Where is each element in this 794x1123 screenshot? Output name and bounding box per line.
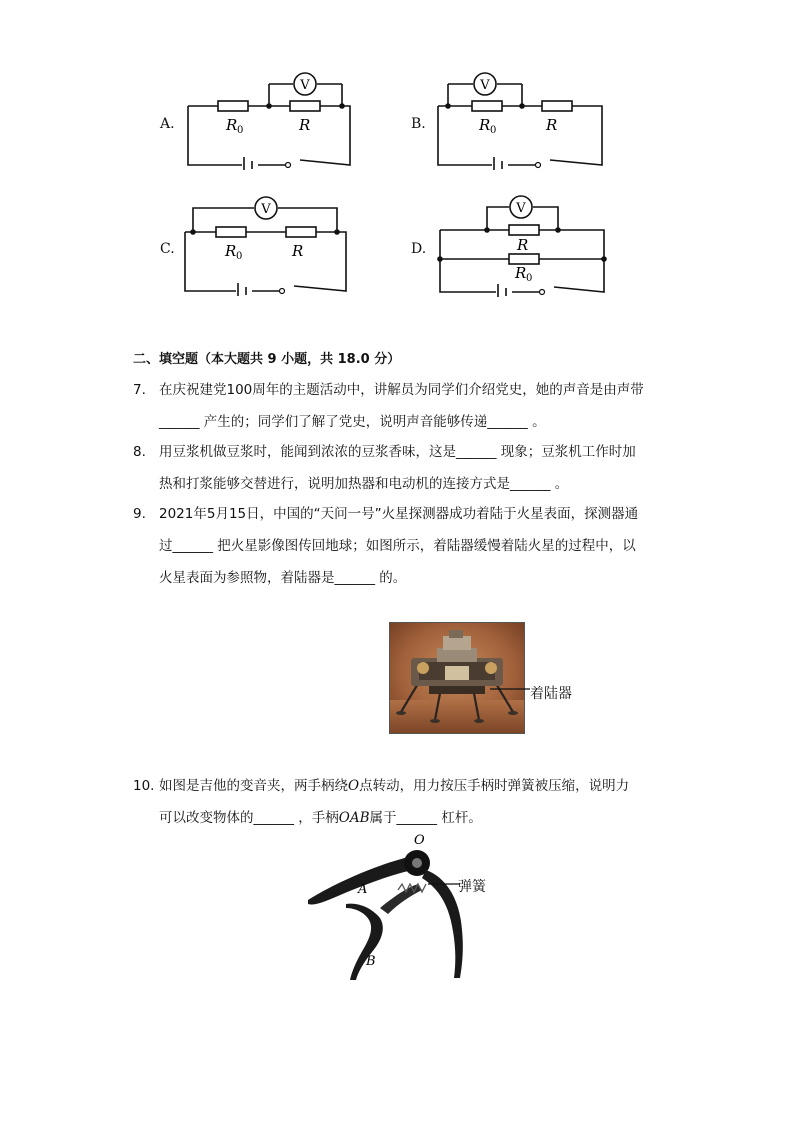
question-text-segment: 可以改变物体的______ ，手柄 <box>159 810 339 826</box>
svg-text:R: R <box>299 116 311 134</box>
svg-text:V: V <box>516 201 526 216</box>
svg-text:R: R <box>292 242 304 260</box>
lever-oab-symbol: OAB <box>338 810 370 826</box>
svg-text:R: R <box>546 116 558 134</box>
point-o-symbol: O <box>348 778 360 794</box>
svg-text:R: R <box>515 264 527 282</box>
svg-text:0: 0 <box>237 125 244 136</box>
svg-text:V: V <box>300 78 310 93</box>
option-b-label: B. <box>411 116 426 132</box>
question-text-line: 在庆祝建党100周年的主题活动中，讲解员为同学们介绍党史，她的声音是由声带 <box>159 382 644 398</box>
svg-text:V: V <box>480 78 490 93</box>
mars-lander-photo <box>389 622 525 734</box>
spring-label: 弹簧 <box>458 879 486 895</box>
svg-text:R: R <box>225 242 237 260</box>
option-a-label: A. <box>160 116 175 132</box>
svg-text:A: A <box>358 882 368 897</box>
question-text-line: 2021年5月15日，中国的“天问一号”火星探测器成功着陆于火星表面，探测器通 <box>159 506 639 522</box>
circuit-b-diagram <box>430 68 610 170</box>
svg-text:0: 0 <box>490 125 497 136</box>
svg-text:R: R <box>517 236 529 254</box>
svg-text:0: 0 <box>526 273 533 284</box>
question-text-line: ______ 产生的；同学们了解了党史，说明声音能够传递______ 。 <box>159 414 546 430</box>
section-title: 二、填空题（本大题共 9 小题，共 18.0 分） <box>133 352 401 367</box>
option-c-label: C. <box>160 241 175 257</box>
circuit-a-diagram <box>180 68 360 170</box>
option-d-label: D. <box>411 241 427 257</box>
question-10 <box>133 770 629 834</box>
question-9 <box>133 498 638 594</box>
question-7 <box>133 374 644 438</box>
question-number: 10. <box>133 778 155 794</box>
svg-text:O: O <box>414 833 425 848</box>
circuit-d-diagram <box>432 193 612 297</box>
svg-text:0: 0 <box>236 251 243 262</box>
question-number: 8. <box>133 444 146 460</box>
question-text-segment: 点转动，用力按压手柄时弹簧被压缩，说明力 <box>359 778 630 794</box>
lander-label: 着陆器 <box>530 686 572 702</box>
svg-text:R: R <box>479 116 491 134</box>
question-text-line: 过______ 把火星影像图传回地球；如图所示，着陆器缓慢着陆火星的过程中，以 <box>159 538 636 554</box>
svg-text:V: V <box>261 202 271 217</box>
svg-text:B: B <box>366 954 376 969</box>
question-text-segment: 如图是吉他的变音夹，两手柄绕 <box>159 778 348 794</box>
question-8 <box>133 436 636 500</box>
question-number: 9. <box>133 506 146 522</box>
question-text-line: 用豆浆机做豆浆时，能闻到浓浓的豆浆香味，这是______ 现象；豆浆机工作时加 <box>159 444 636 460</box>
question-text-line: 火星表面为参照物，着陆器是______ 的。 <box>159 570 407 586</box>
lander-pointer-line <box>490 686 530 692</box>
question-number: 7. <box>133 382 146 398</box>
guitar-capo-figure <box>300 830 500 986</box>
circuit-c-diagram <box>178 193 353 296</box>
svg-text:R: R <box>226 116 238 134</box>
question-text-segment: 属于______ 杠杆。 <box>369 810 482 826</box>
question-text-line: 热和打浆能够交替进行，说明加热器和电动机的连接方式是______ 。 <box>159 476 569 492</box>
